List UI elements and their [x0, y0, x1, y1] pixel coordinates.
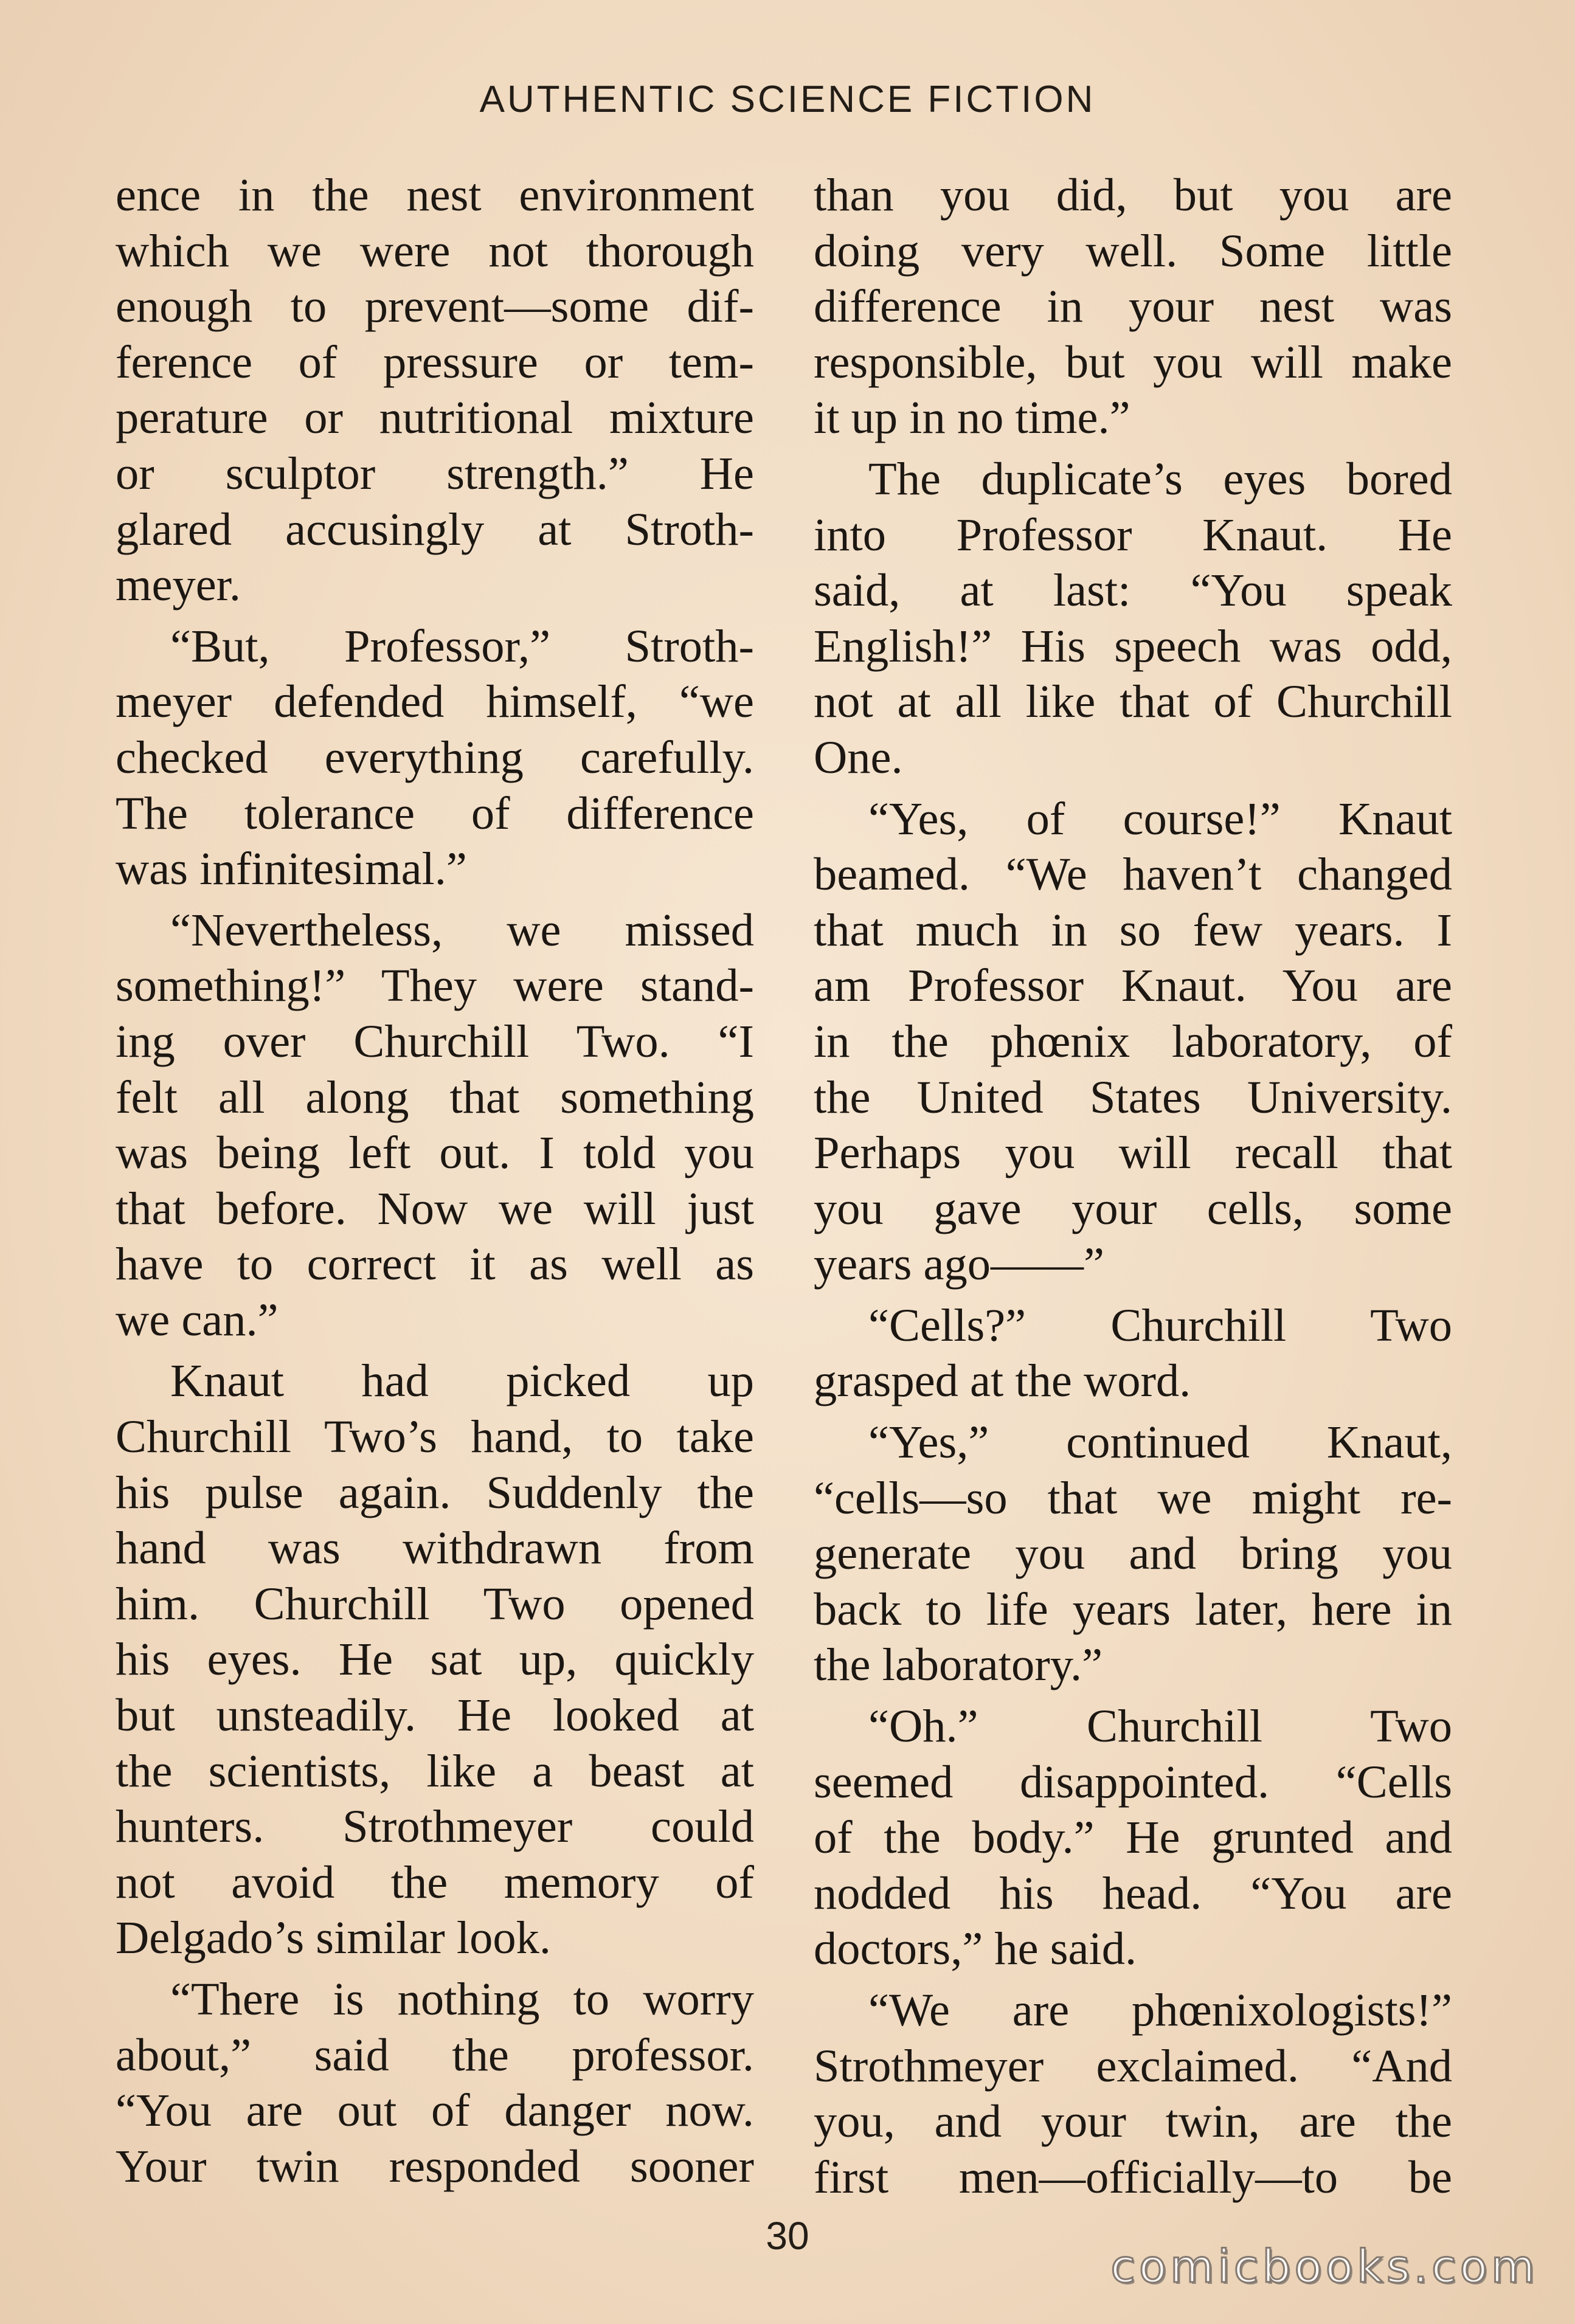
text-line: nodded his head. “You are — [814, 1867, 1452, 1919]
text-line: difference in your nest was — [814, 280, 1452, 333]
text-column-left — [116, 167, 754, 2194]
text-line: “Nevertheless, we missed — [170, 904, 754, 956]
text-line: Perhaps you will recall that — [814, 1127, 1452, 1179]
page-number: 30 — [766, 2214, 809, 2258]
text-line: back to life years later, here in — [814, 1583, 1452, 1635]
text-line: The tolerance of difference — [116, 787, 754, 839]
text-line: was being left out. I told you — [116, 1127, 754, 1179]
text-line: doctors,” he said. — [814, 1923, 1137, 1975]
text-line: “Yes,” continued Knaut, — [868, 1416, 1452, 1468]
text-line: generate you and bring you — [814, 1527, 1452, 1580]
text-line: “You are out of danger now. — [116, 2084, 754, 2137]
paragraph-gap — [116, 613, 754, 618]
text-line: was infinitesimal.” — [116, 843, 467, 895]
text-line: hand was withdrawn from — [116, 1522, 754, 1574]
text-line: years ago——” — [814, 1238, 1104, 1290]
text-line: “Yes, of course!” Knaut — [868, 792, 1452, 845]
text-line: Delgado’s similar look. — [116, 1912, 552, 1964]
paragraph-gap — [116, 1966, 754, 1971]
text-line: ference of pressure or tem- — [116, 336, 754, 388]
text-line: glared accusingly at Stroth- — [116, 503, 754, 555]
running-head: AUTHENTIC SCIENCE FICTION — [479, 78, 1096, 120]
paragraph-gap — [814, 1693, 1452, 1698]
text-line: am Professor Knaut. You are — [814, 960, 1452, 1012]
text-line: than you did, but you are — [814, 169, 1452, 221]
text-line: into Professor Knaut. He — [814, 508, 1452, 561]
text-line: you gave your cells, some — [814, 1182, 1452, 1234]
watermark-logo: comicbooks.com — [1110, 2241, 1539, 2293]
text-line: which we were not thorough — [116, 224, 754, 277]
text-line: “cells—so that we might re- — [814, 1472, 1452, 1524]
text-line: his pulse again. Suddenly the — [116, 1466, 754, 1518]
text-line: that before. Now we will just — [116, 1182, 754, 1234]
text-line: ence in the nest environment — [116, 169, 754, 221]
text-line: that much in so few years. I — [814, 904, 1452, 956]
text-line: his eyes. He sat up, quickly — [116, 1633, 754, 1686]
text-line: you, and your twin, are the — [814, 2095, 1452, 2148]
text-line: doing very well. Some little — [814, 224, 1452, 277]
text-line: the scientists, like a beast at — [116, 1745, 754, 1797]
paragraph-gap — [814, 1977, 1452, 1982]
text-line: something!” They were stand- — [116, 960, 754, 1012]
paragraph-gap — [814, 446, 1452, 451]
paragraph-gap — [116, 897, 754, 902]
text-line: “Oh.” Churchill Two — [868, 1700, 1452, 1752]
text-line: “Cells?” Churchill Two — [868, 1299, 1452, 1351]
text-line: about,” said the professor. — [116, 2028, 754, 2081]
text-line: “But, Professor,” Stroth- — [170, 620, 754, 672]
text-line: perature or nutritional mixture — [116, 392, 754, 444]
text-line: not at all like that of Churchill — [814, 676, 1452, 728]
text-line: said, at last: “You speak — [814, 564, 1452, 617]
text-line: first men—officially—to be — [814, 2151, 1452, 2203]
text-line: or sculptor strength.” He — [116, 447, 754, 499]
text-line: Churchill Two’s hand, to take — [116, 1411, 754, 1463]
text-line: grasped at the word. — [814, 1355, 1191, 1407]
text-line: in the phœnix laboratory, of — [814, 1015, 1452, 1067]
text-line: Knaut had picked up — [170, 1355, 754, 1407]
text-line: meyer defended himself, “we — [116, 676, 754, 728]
text-line: not avoid the memory of — [116, 1856, 754, 1908]
text-line: seemed disappointed. “Cells — [814, 1755, 1452, 1808]
text-line: meyer. — [116, 559, 241, 611]
text-line: beamed. “We haven’t changed — [814, 848, 1452, 901]
text-line: felt all along that something — [116, 1071, 754, 1123]
text-line: “There is nothing to worry — [170, 1973, 754, 2025]
text-line: have to correct it as well as — [116, 1238, 754, 1290]
text-line: enough to prevent—some dif- — [116, 280, 754, 333]
text-line: One. — [814, 731, 903, 783]
text-line: hunters. Strothmeyer could — [116, 1800, 754, 1853]
paragraph-gap — [814, 1292, 1452, 1298]
text-line: the United States University. — [814, 1071, 1452, 1123]
text-line: Your twin responded sooner — [116, 2140, 754, 2192]
paragraph-gap — [116, 1347, 754, 1353]
text-line: but unsteadily. He looked at — [116, 1689, 754, 1741]
paragraph-gap — [814, 786, 1452, 791]
text-line: ing over Churchill Two. “I — [116, 1015, 754, 1067]
text-line: of the body.” He grunted and — [814, 1811, 1452, 1864]
text-line: “We are phœnixologists!” — [868, 1984, 1452, 2036]
text-line: Strothmeyer exclaimed. “And — [814, 2039, 1452, 2092]
text-line: it up in no time.” — [814, 392, 1130, 444]
text-column-right — [814, 167, 1452, 2205]
text-line: the laboratory.” — [814, 1639, 1103, 1691]
text-line: checked everything carefully. — [116, 731, 754, 783]
text-line: responsible, but you will make — [814, 336, 1452, 388]
text-line: we can.” — [116, 1293, 279, 1346]
paragraph-gap — [814, 1409, 1452, 1414]
text-line: English!” His speech was odd, — [814, 620, 1452, 672]
text-line: The duplicate’s eyes bored — [868, 452, 1452, 505]
text-line: him. Churchill Two opened — [116, 1577, 754, 1630]
